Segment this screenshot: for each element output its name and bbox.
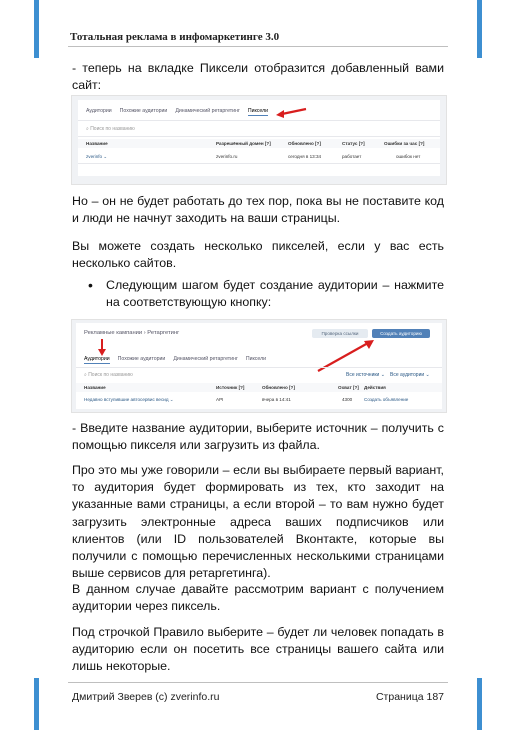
col-status: Статус [?]: [342, 141, 365, 146]
search-placeholder: Поиск по названию: [90, 126, 135, 132]
pixel-name: zverinfo: [86, 154, 103, 159]
row-reach: 4300: [342, 397, 353, 402]
search-icon: ⌕: [84, 372, 89, 378]
row-source: API: [216, 397, 224, 402]
footer-page-number: Страница 187: [375, 691, 444, 703]
row-status: работает: [342, 154, 362, 159]
footer-author: Дмитрий Зверев (с) zverinfo.ru: [72, 691, 220, 703]
check-link-button[interactable]: Проверка ссылки: [312, 329, 368, 338]
paragraph-3: Вы можете создать несколько пикселей, если у вас есть несколько сайтов.: [72, 239, 444, 271]
bullet-icon: •: [88, 277, 93, 293]
sources-filter[interactable]: Все источники ⌄: [346, 372, 385, 378]
row-updated: вчера в 14:41: [262, 397, 291, 402]
paragraph-2: Но – он не будет работать до тех пор, пока вы не поставите код и люди не начнут заходить на ваши страницы.: [72, 194, 444, 226]
paragraph-5: - Введите название аудитории, выберите источник – получить с помощью пикселя или загрузить из файла.: [72, 421, 444, 453]
bottom-right-bar: [477, 678, 482, 730]
page-header-title: Тотальная реклама в инфомаркетинге 3.0: [70, 31, 280, 43]
tab-audiences[interactable]: Аудитории: [86, 108, 112, 114]
search-input[interactable]: [84, 372, 133, 378]
red-arrow-icon: [96, 337, 108, 357]
col-name: Название: [86, 141, 108, 146]
col-reach: Охват [?]: [338, 385, 359, 390]
tab-pixels[interactable]: Пиксели: [247, 108, 269, 114]
audiences-filter[interactable]: Все аудитории ⌄: [390, 372, 430, 378]
col-updated: Обновлено [?]: [262, 385, 295, 390]
screenshot-pixels-tab: [72, 96, 446, 184]
red-arrow-icon: [314, 337, 378, 375]
footer-divider: [68, 682, 448, 683]
tab-audiences[interactable]: Аудитории: [84, 356, 110, 362]
tab-dynamic-retargeting[interactable]: Динамический ретаргетинг: [175, 108, 240, 114]
row-errors: ошибок нет: [396, 154, 421, 159]
tabs-row: [84, 356, 274, 364]
paragraph-1: - теперь на вкладке Пиксели отобразится добавленный вами сайт:: [72, 61, 444, 93]
create-audience-button[interactable]: Создать аудиторию: [372, 329, 430, 338]
table-header: [76, 383, 442, 392]
search-placeholder: Поиск по названию: [88, 372, 133, 378]
col-actions: Действия: [364, 385, 386, 390]
tabs-row: [86, 108, 276, 116]
col-errors: Ошибки за час [?]: [384, 141, 425, 146]
bottom-left-bar: [34, 678, 39, 730]
search-divider: [78, 136, 440, 137]
paragraph-6: Про это мы уже говорили – если вы выбираете первый вариант, то аудитория будет формировать из тех, кто заходит на указанные вами страницы, а если второй – то вам нужно будет загрузить электронные адреса ваших подписчиков или клиентов (или ID пользователей Вконтакте, которые вы получили с помощью перечисленных несколькими страницами выше сервисов для ретаргетинга).: [72, 463, 444, 581]
screenshot-retargeting: [72, 320, 446, 412]
top-right-bar: [477, 0, 482, 58]
row-audience-name[interactable]: Недавно вступившие автосервис весид ⌄: [84, 397, 174, 402]
create-ad-link[interactable]: Создать объявление: [364, 397, 409, 402]
breadcrumb: Рекламные кампании › Ретаргетинг: [84, 330, 180, 336]
row-domain: zverinfo.ru: [216, 154, 238, 159]
tab-lookalike[interactable]: Похожие аудитории: [119, 108, 168, 114]
search-icon: ⌕: [86, 126, 91, 132]
paragraph-7: В данном случае давайте рассмотрим вариант с получением аудитории через пиксель.: [72, 582, 444, 614]
header-divider: [68, 46, 448, 47]
top-left-bar: [34, 0, 39, 58]
col-source: Источник [?]: [216, 385, 245, 390]
tabs-divider: [78, 120, 440, 121]
paragraph-8: Под строчкой Правило выберите – будет ли человек попадать в аудиторию если он посетить все страницы вашего сайта или лишь некоторые.: [72, 625, 444, 674]
col-updated: Обновлено [?]: [288, 141, 321, 146]
col-domain: Разрешённый домен [?]: [216, 141, 271, 146]
paragraph-4: Следующим шагом будет создание аудитории – нажмите на соответствующую кнопку:: [106, 278, 444, 310]
tab-dynamic-retargeting[interactable]: Динамический ретаргетинг: [173, 356, 238, 362]
red-arrow-icon: [274, 106, 308, 120]
row-updated: сегодня в 13:34: [288, 154, 322, 159]
row-pixel-name[interactable]: [86, 154, 107, 160]
tab-pixels[interactable]: Пиксели: [245, 356, 267, 362]
row-divider: [78, 163, 440, 164]
chevron-down-icon: ⌄: [103, 154, 108, 159]
tabs-divider: [76, 367, 442, 368]
tab-lookalike[interactable]: Похожие аудитории: [117, 356, 166, 362]
search-input[interactable]: [86, 126, 135, 132]
col-name: Название: [84, 385, 106, 390]
